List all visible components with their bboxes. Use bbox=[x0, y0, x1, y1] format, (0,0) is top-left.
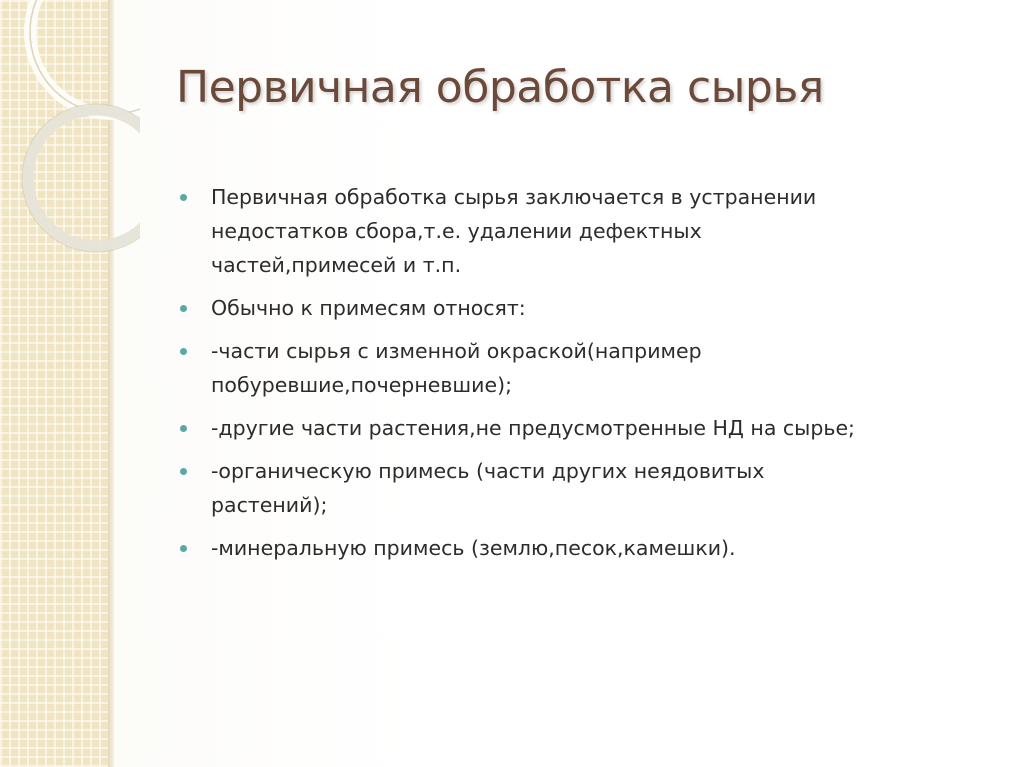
bullet-item bbox=[176, 334, 876, 402]
bullet-dot-icon bbox=[180, 468, 187, 475]
slide-title: Первичная обработка сырья bbox=[176, 62, 824, 113]
bullet-list bbox=[176, 180, 876, 574]
bullet-text: -части сырья с изменной окраской(например побуревшие,почерневшие); bbox=[211, 339, 702, 397]
bullet-item bbox=[176, 411, 876, 445]
bullet-item bbox=[176, 531, 876, 565]
bullet-text: Первичная обработка сырья заключается в устранении недостатков сбора,т.е. удалении дефектных частей,примесей и т.п. bbox=[211, 185, 817, 277]
bullet-item bbox=[176, 454, 876, 522]
bullet-dot-icon bbox=[180, 425, 187, 432]
bullet-text: -другие части растения,не предусмотренные НД на сырье; bbox=[211, 416, 855, 440]
bullet-item bbox=[176, 291, 876, 325]
bullet-text: Обычно к примесям относят: bbox=[211, 296, 526, 320]
circles-decoration-icon bbox=[0, 0, 140, 260]
bullet-dot-icon bbox=[180, 305, 187, 312]
bullet-dot-icon bbox=[180, 545, 187, 552]
bullet-dot-icon bbox=[180, 348, 187, 355]
bullet-dot-icon bbox=[180, 194, 187, 201]
bullet-text: -органическую примесь (части других неядовитых растений); bbox=[211, 459, 765, 517]
bullet-item bbox=[176, 180, 876, 282]
bullet-text: -минеральную примесь (землю,песок,камешки). bbox=[211, 536, 736, 560]
